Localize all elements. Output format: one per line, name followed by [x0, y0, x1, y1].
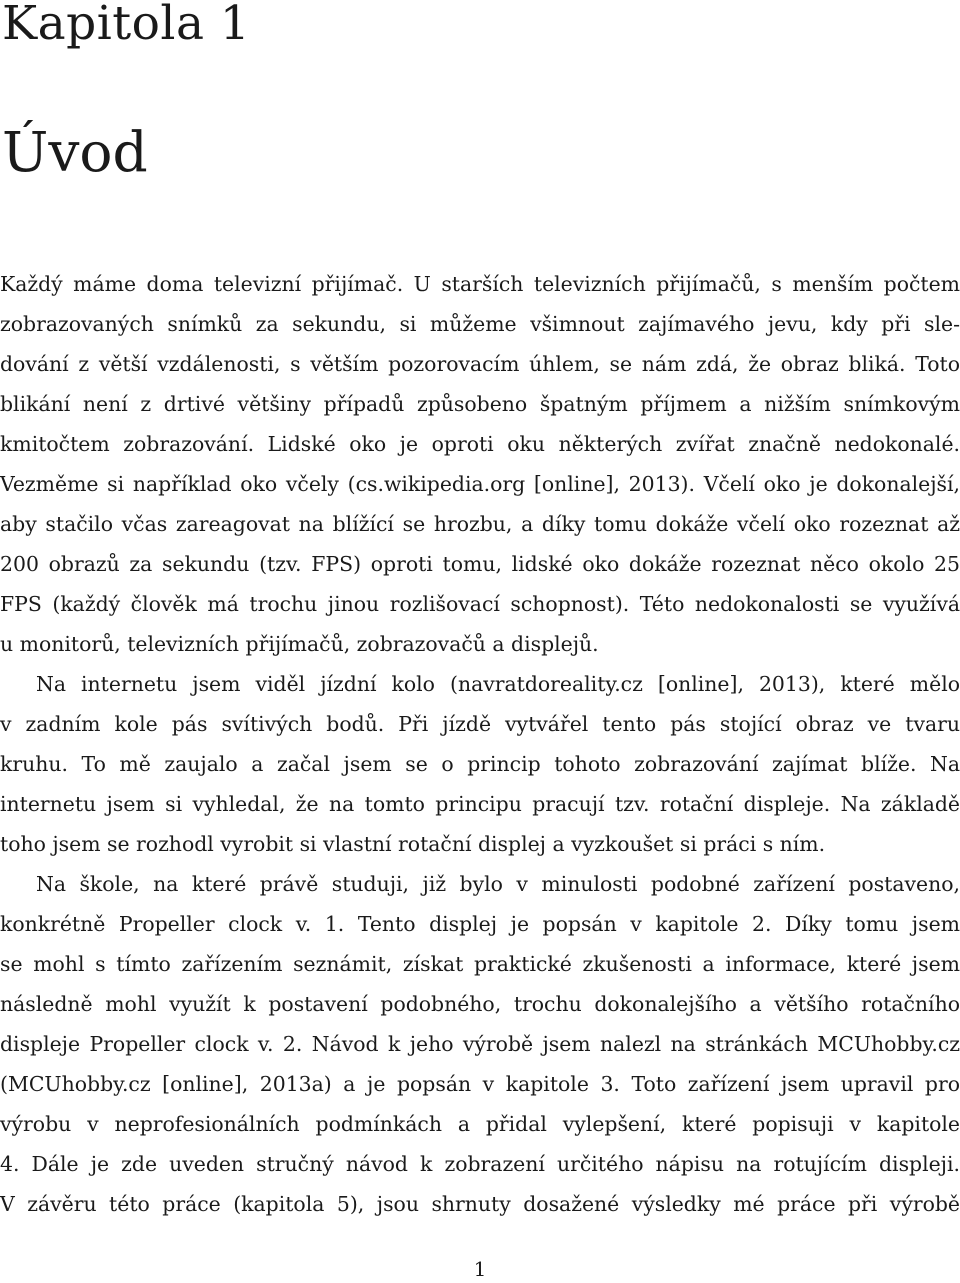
text-line: (MCUhobby.cz [online], 2013a) a je popsán v kapitole 3. Toto zařízení jsem upravil pro	[0, 1072, 960, 1096]
chapter-label: Kapitola 1	[2, 0, 251, 51]
chapter-title: Úvod	[2, 120, 148, 184]
text-line: 200 obrazů za sekundu (tzv. FPS) oproti tomu, lidské oko dokáže rozeznat něco okolo 25	[0, 552, 960, 576]
text-line: zobrazovaných snímků za sekundu, si můžeme všimnout zajímavého jevu, kdy při sle-	[0, 312, 960, 336]
text-line: Na internetu jsem viděl jízdní kolo (navratdoreality.cz [online], 2013), které mělo	[36, 672, 960, 696]
text-line: kruhu. To mě zaujalo a začal jsem se o princip tohoto zobrazování zajímat blíže. Na	[0, 752, 960, 776]
text-line: výrobu v neprofesionálních podmínkách a přidal vylepšení, které popisuji v kapitole	[0, 1112, 960, 1136]
text-line: následně mohl využít k postavení podobného, trochu dokonalejšího a většího rotačního	[0, 992, 960, 1016]
text-line: Na škole, na které právě studuji, již bylo v minulosti podobné zařízení postaveno,	[36, 872, 960, 896]
text-line: 4. Dále je zde uveden stručný návod k zobrazení určitého nápisu na rotujícím displeji.	[0, 1152, 960, 1176]
text-line: dování z větší vzdálenosti, s větším pozorovacím úhlem, se nám zdá, že obraz bliká. Toto	[0, 352, 960, 376]
text-line: V závěru této práce (kapitola 5), jsou shrnuty dosažené výsledky mé práce při výrobě	[0, 1192, 960, 1216]
text-line: u monitorů, televizních přijímačů, zobrazovačů a displejů.	[0, 632, 599, 656]
text-line: Každý máme doma televizní přijímač. U starších televizních přijímačů, s menším počtem	[0, 272, 960, 296]
page-number: 1	[473, 1257, 487, 1281]
text-line: FPS (každý člověk má trochu jinou rozlišovací schopnost). Této nedokonalosti se využívá	[0, 592, 960, 616]
text-line: kmitočtem zobrazování. Lidské oko je oproti oku některých zvířat značně nedokonalé.	[0, 432, 960, 456]
text-line: toho jsem se rozhodl vyrobit si vlastní rotační displej a vyzkoušet si práci s ním.	[0, 832, 826, 856]
text-line: Vezměme si například oko včely (cs.wikipedia.org [online], 2013). Včelí oko je dokonalejší,	[0, 472, 960, 496]
text-line: blikání není z drtivé většiny případů způsobeno špatným příjmem a nižším snímkovým	[0, 392, 960, 416]
body-text	[0, 264, 960, 1224]
text-line: v zadním kole pás svítivých bodů. Při jízdě vytvářel tento pás stojící obraz ve tvaru	[0, 712, 960, 736]
text-line: aby stačilo včas zareagovat na blížící se hrozbu, a díky tomu dokáže včelí oko rozeznat až	[0, 512, 960, 536]
text-line: internetu jsem si vyhledal, že na tomto principu pracují tzv. rotační displeje. Na základě	[0, 792, 960, 816]
text-line: displeje Propeller clock v. 2. Návod k jeho výrobě jsem nalezl na stránkách MCUhobby.cz	[0, 1032, 960, 1056]
text-line: se mohl s tímto zařízením seznámit, získat praktické zkušenosti a informace, které jsem	[0, 952, 960, 976]
text-line: konkrétně Propeller clock v. 1. Tento displej je popsán v kapitole 2. Díky tomu jsem	[0, 912, 960, 936]
